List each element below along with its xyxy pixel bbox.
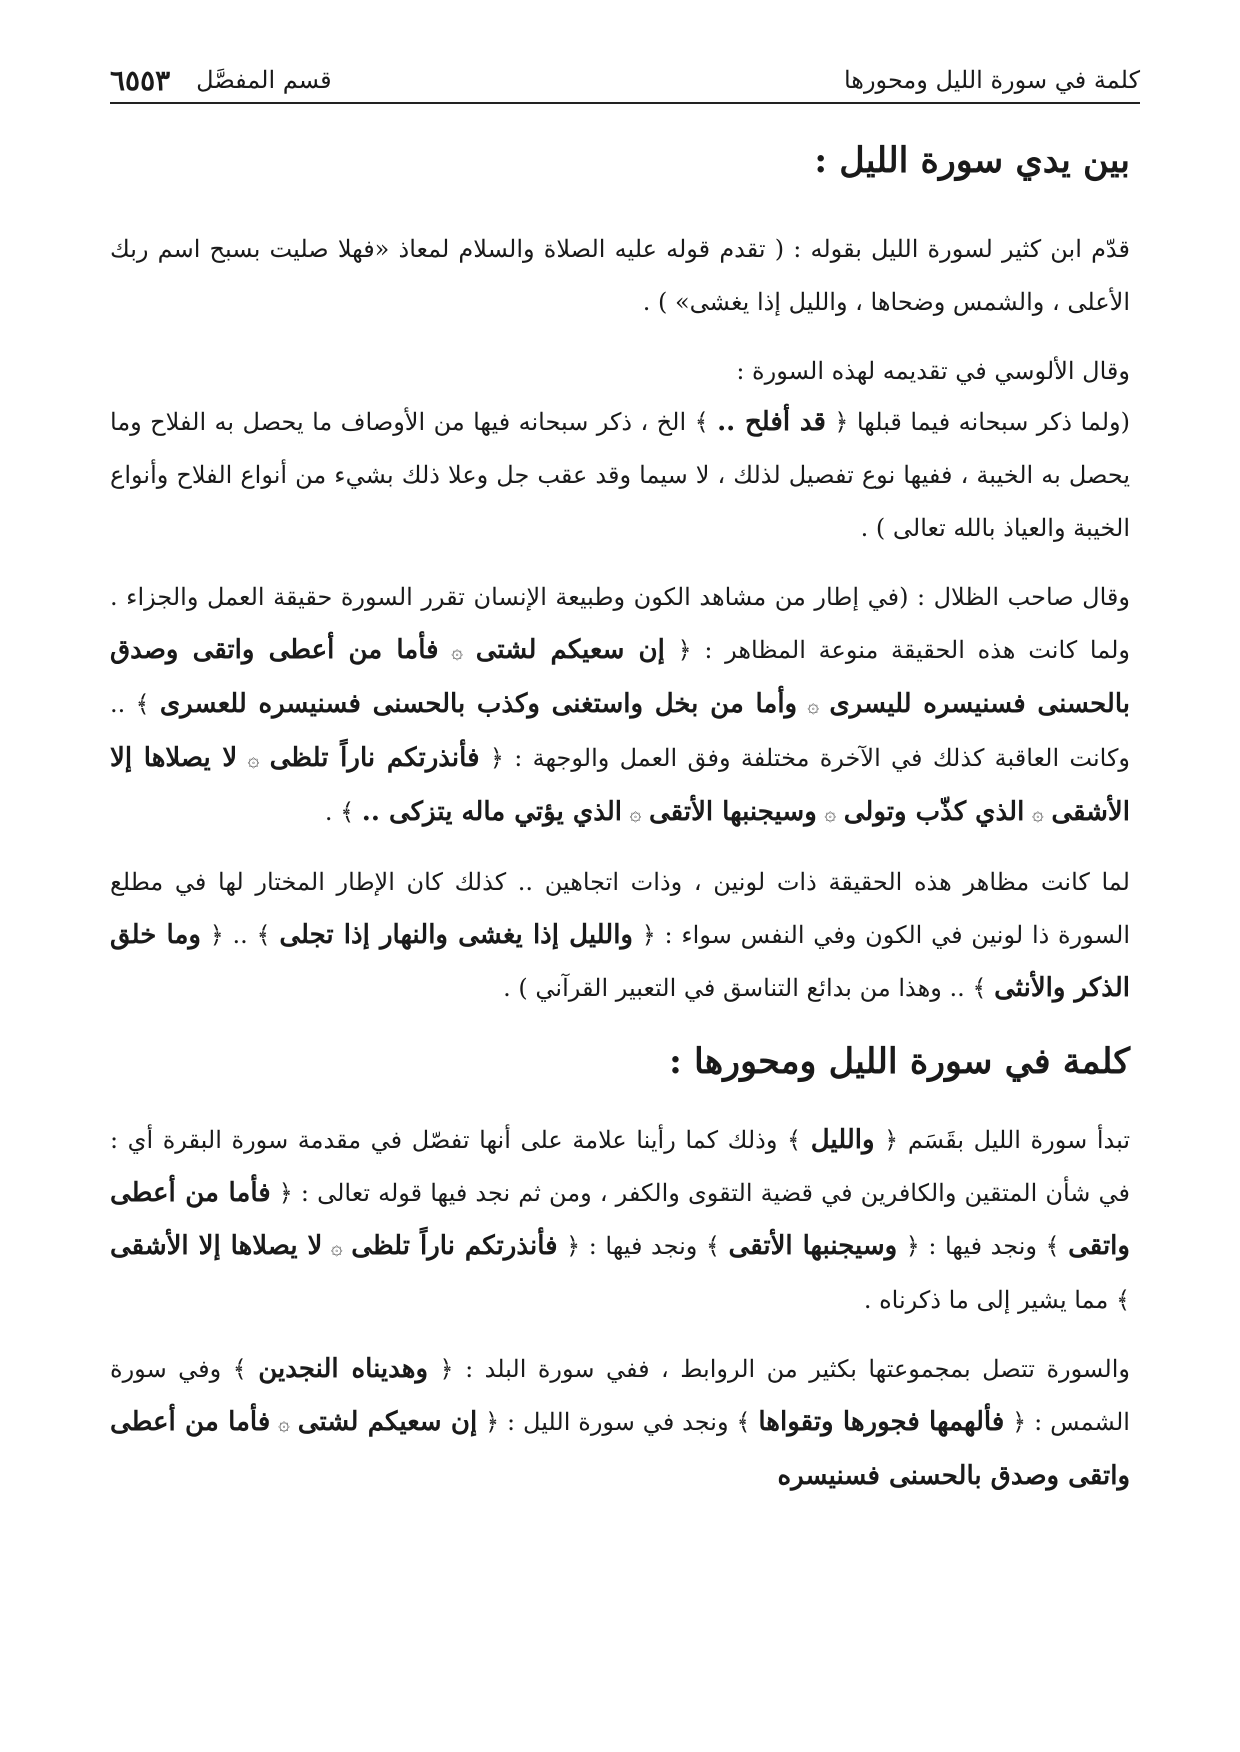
text: لما كانت مظاهر هذه الحقيقة ذات لونين ، وذات اتجاهين .. كذلك كان الإطار المختار لها في مطلع السورة ذا لونين في الكون وفي النفس سواء : ﴿ <box>110 868 1130 949</box>
text: ﴾ ونجد في سورة الليل : ﴿ <box>485 1408 751 1436</box>
verse-separator-icon: ۞ <box>807 693 820 717</box>
quran-verse: لا يصلاها إلا الأشقى <box>110 743 1130 827</box>
verse-separator-icon: ۞ <box>1031 801 1044 825</box>
paragraph-alusi-quote <box>110 396 1130 555</box>
verse-separator-icon: ۞ <box>330 1235 343 1259</box>
page-number: ٦٥٥٣ <box>110 63 171 97</box>
quran-verse: فأما من أعطى واتقى <box>110 1178 1130 1261</box>
page-content <box>110 140 1130 1519</box>
text: ﴾ الخ ، ذكر سبحانه فيها من الأوصاف ما يحصل به الفلاح وما يحصل به الخيبة ، ففيها نوع تفصيل لذلك ، لا سيما وقد عقب جل وعلا ذلك بشيء من أنواع الفلاح وأنواع الخيبة والعياذ بالله تعالى ) . <box>110 408 1131 542</box>
quran-verse: فألهمها فجورها وتقواها <box>758 1407 1005 1437</box>
verse-separator-icon: ۞ <box>451 639 463 663</box>
quran-verse: قد أفلح .. <box>717 407 826 437</box>
text: ﴾ وفي سورة الشمس : ﴿ <box>110 1355 1130 1436</box>
quran-verse: فأنذرتكم ناراً تلظى <box>269 743 480 773</box>
text: ﴾ .. ﴿ <box>209 921 271 949</box>
quran-verse: وهديناه النجدين <box>258 1354 429 1384</box>
section-heading-axis: كلمة في سورة الليل ومحورها : <box>668 1041 1130 1082</box>
text: وقال الألوسي في تقديمه لهذه السورة : <box>736 357 1130 385</box>
paragraph-links <box>110 1343 1130 1503</box>
header-left-group <box>110 64 332 97</box>
verse-separator-icon: ۞ <box>247 747 260 771</box>
verse-separator-icon: ۞ <box>278 1411 290 1435</box>
text: (ولما ذكر سبحانه فيما قبلها ﴿ <box>834 408 1130 436</box>
running-title: كلمة في سورة الليل ومحورها <box>843 66 1140 94</box>
quran-verse: فأما من أعطى واتقى وصدق بالحسنى فسنيسره <box>110 1407 1130 1491</box>
quran-verse: الذي كذّب وتولى <box>843 797 1025 827</box>
quran-verse: فأنذرتكم ناراً تلظى <box>351 1231 558 1261</box>
text: ﴾ مما يشير إلى ما ذكرناه . <box>863 1286 1130 1314</box>
quran-verse: وسيجنبها الأتقى <box>649 797 817 827</box>
paragraph-ibn-kathir <box>110 223 1130 329</box>
quran-verse: إن سعيكم لشتى <box>475 635 665 665</box>
quran-verse: الذي يؤتي ماله يتزكى .. <box>361 797 623 827</box>
paragraph-two-colors <box>110 856 1130 1015</box>
section-name: قسم المفصَّل <box>196 66 332 94</box>
paragraph-zilal <box>110 571 1130 840</box>
running-header <box>110 58 1140 104</box>
quran-verse: فأما من أعطى واتقى وصدق بالحسنى فسنيسره لليسرى <box>110 635 1130 719</box>
verse-separator-icon: ۞ <box>629 801 642 825</box>
text: ﴾ ونجد فيها : ﴿ <box>566 1232 720 1260</box>
text: ﴾ . <box>324 798 355 826</box>
text: ﴾ وذلك كما رأينا علامة على أنها تفصّل في مقدمة سورة البقرة أي : في شأن المتقين والكافرين في قضية التقوى والكفر ، ومن ثم نجد فيها قوله تعالى : ﴿ <box>110 1126 1130 1207</box>
text: والسورة تتصل بمجموعتها بكثير من الروابط ، ففي سورة البلد : ﴿ <box>439 1355 1130 1383</box>
section-heading-intro: بين يدي سورة الليل : <box>814 140 1130 181</box>
text: ﴾ .. وهذا من بدائع التناسق في التعبير القرآني ) . <box>503 974 987 1002</box>
quran-verse: والليل <box>810 1125 875 1155</box>
quran-verse: وسيجنبها الأتقى <box>728 1231 898 1261</box>
verse-separator-icon: ۞ <box>824 801 837 825</box>
quran-verse: وأما من بخل واستغنى وكذب بالحسنى فسنيسره للعسرى <box>159 689 798 719</box>
text: قدّم ابن كثير لسورة الليل بقوله : ( تقدم قوله عليه الصلاة والسلام لمعاذ «فهلا صليت بسبح اسم ربك الأعلى ، والشمس وضحاها ، والليل إذا يغشى» ) . <box>110 235 1130 316</box>
quran-verse: إن سعيكم لشتى <box>297 1407 478 1437</box>
text: ﴾ ونجد فيها : ﴿ <box>905 1232 1060 1260</box>
quran-verse: لا يصلاها إلا الأشقى <box>110 1231 323 1261</box>
text: وقال صاحب الظلال : (في إطار من مشاهد الكون وطبيعة الإنسان تقرر السورة حقيقة العمل والجزاء . ولما كانت هذه الحقيقة منوعة المظاهر : ﴿ <box>110 583 1130 664</box>
text: تبدأ سورة الليل بقَسَم ﴿ <box>884 1126 1131 1154</box>
text: ﴾ .. وكانت العاقبة كذلك في الآخرة مختلفة وفق العمل والوجهة : ﴿ <box>110 690 1131 772</box>
paragraph-oath <box>110 1114 1130 1327</box>
quran-verse: وما خلق الذكر والأنثى <box>110 920 1130 1003</box>
quran-verse: والليل إذا يغشى والنهار إذا تجلى <box>279 920 633 950</box>
paragraph-alusi-intro <box>110 345 1130 398</box>
